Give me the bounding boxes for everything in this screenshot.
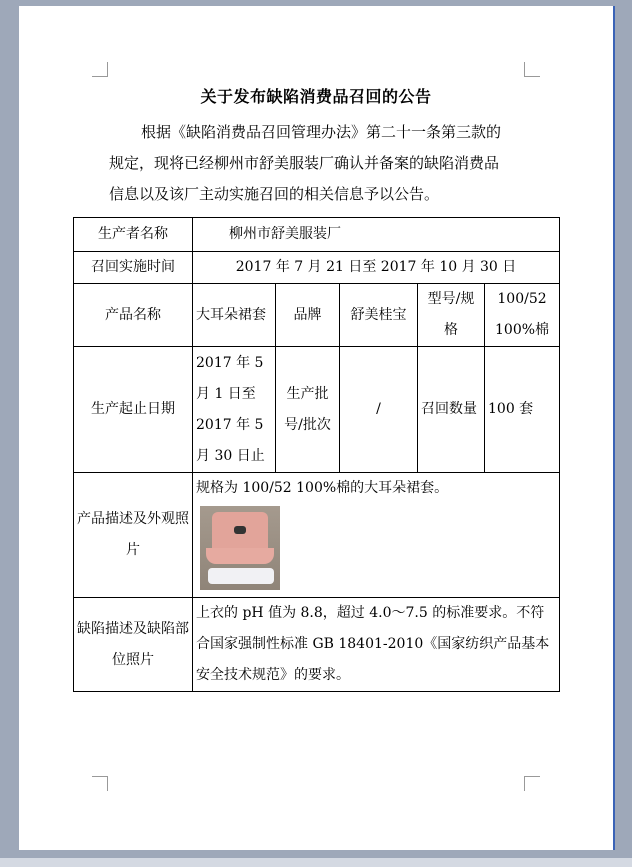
model-label: 型号/规格: [418, 284, 485, 347]
brand-label: 品牌: [276, 284, 340, 347]
intro-line: 信息以及该厂主动实施召回的相关信息予以公告。: [109, 185, 440, 203]
crop-mark-top-left: [92, 62, 108, 77]
document-page: [19, 6, 615, 850]
model-value: 100/52 100%棉: [485, 284, 560, 347]
batch-label: 生产批号/批次: [276, 347, 340, 473]
intro-line: 根据《缺陷消费品召回管理办法》第二十一条第三款的: [141, 123, 502, 141]
product-name-label: 产品名称: [74, 284, 193, 347]
producer-value: 柳州市舒美服装厂: [193, 218, 560, 252]
producer-label: 生产者名称: [74, 218, 193, 252]
crop-mark-bottom-right: [524, 776, 540, 791]
brand-value: 舒美桂宝: [340, 284, 418, 347]
status-strip: [0, 858, 632, 867]
recall-period-label: 召回实施时间: [74, 252, 193, 284]
batch-value: /: [340, 347, 418, 473]
recall-period-value: 2017 年 7 月 21 日至 2017 年 10 月 30 日: [193, 252, 560, 284]
defect-description: 上衣的 pH 值为 8.8，超过 4.0～7.5 的标准要求。不符合国家强制性标准 GB 18401-2010《国家纺织产品基本安全技术规范》的要求。: [193, 598, 560, 692]
description-label: 产品描述及外观照片: [74, 473, 193, 598]
defect-label: 缺陷描述及缺陷部位照片: [74, 598, 193, 692]
description-text: 规格为 100/52 100%棉的大耳朵裙套。: [196, 480, 449, 496]
intro-paragraph: [109, 117, 539, 210]
production-date-label: 生产起止日期: [74, 347, 193, 473]
recall-info-table: [73, 217, 560, 692]
product-photo: [200, 506, 280, 590]
crop-mark-bottom-left: [92, 776, 108, 791]
product-name-value: 大耳朵裙套: [193, 284, 276, 347]
production-date-value: 2017 年 5 月 1 日至 2017 年 5 月 30 日止: [193, 347, 276, 473]
intro-line: 规定，现将已经柳州市舒美服装厂确认并备案的缺陷消费品: [109, 154, 500, 172]
crop-mark-top-right: [524, 62, 540, 77]
document-title: 关于发布缺陷消费品召回的公告: [200, 87, 432, 106]
recall-quantity-label: 召回数量: [418, 347, 485, 473]
recall-quantity-value: 100 套: [485, 347, 560, 473]
description-cell: [193, 473, 560, 598]
